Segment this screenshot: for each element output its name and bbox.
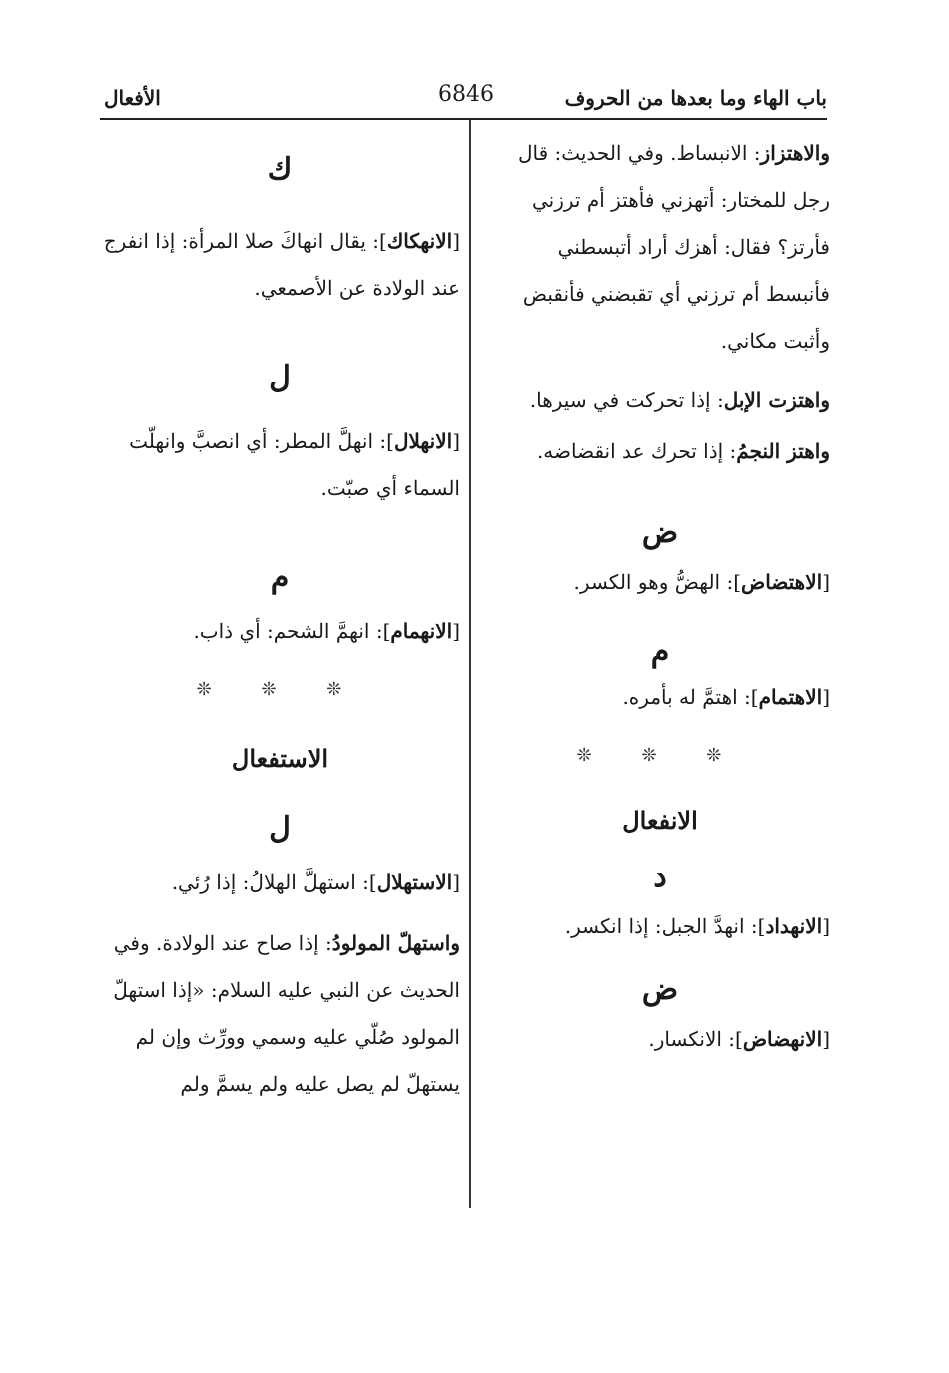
section-heading: الاستفعال xyxy=(231,744,329,773)
entry-ihtizaz xyxy=(490,130,830,365)
entry-text: : اهتمَّ له بأمره. xyxy=(622,685,751,709)
section-title: الأفعال xyxy=(104,86,161,110)
page-number: 6846 xyxy=(438,82,494,107)
entry-ihtimam: [الاهتمام]: اهتمَّ له بأمره. xyxy=(622,685,830,709)
entry-term: الاستهلال xyxy=(376,870,453,894)
entry-text: : الانبساط. وفي الحديث: قال رجل للمختار: أتهزني فأهتز أم ترزني فأرتز؟ فقال: أهزك أراد أتبسطني فأنبسط أم ترزني أي تقبضني فأنقبض وأثبت مكاني. xyxy=(517,141,830,353)
entry-text: : الهضُّ وهو الكسر. xyxy=(573,570,734,594)
letter-heading: ك xyxy=(267,152,293,187)
letter-heading: ض xyxy=(641,972,679,1007)
entry-term: الانهكاك xyxy=(386,229,453,253)
section-separator: ❊ ❊ ❊ xyxy=(196,679,364,700)
entry-term: والاهتزاز xyxy=(760,141,830,165)
entry-text: : الانكسار. xyxy=(648,1027,735,1051)
left-column xyxy=(100,130,460,1108)
entry-text: : يقال انهاكَ صلا المرأة: إذا انفرج عند الولادة عن الأصمعي. xyxy=(103,229,460,300)
column-divider xyxy=(469,120,471,1208)
entry-text: : انهلَّ المطر: أي انصبَّ وانهلّت السماء أي صبّت. xyxy=(129,429,460,500)
entry-term: الانهداد xyxy=(765,914,823,938)
entry-inhidad2: [الانهضاض]: الانكسار. xyxy=(648,1027,830,1051)
entry-inhikak: [الانهكاك]: يقال انهاكَ صلا المرأة: إذا انفرج عند الولادة عن الأصمعي. xyxy=(103,229,460,300)
entry-term: واستهلّ المولودُ xyxy=(331,931,460,955)
entry-ibil xyxy=(490,377,830,424)
section-separator: ❊ ❊ ❊ xyxy=(576,745,744,766)
right-column xyxy=(490,130,830,1063)
entry-istihlal-mawlud xyxy=(100,920,460,1108)
page-header xyxy=(100,82,827,120)
entry-term: الاهتمام xyxy=(758,685,823,709)
entry-text: : إذا تحرك عد انقضاضه. xyxy=(536,439,737,463)
letter-heading: ل xyxy=(269,811,291,846)
entry-text: : استهلَّ الهلالُ: إذا رُئي. xyxy=(171,870,369,894)
entry-term: الانهلال xyxy=(393,429,453,453)
entry-term: واهتزت الإبل xyxy=(723,388,830,412)
entry-ihtidad: [الاهتضاض]: الهضُّ وهو الكسر. xyxy=(573,570,830,594)
entry-term: الانهمام xyxy=(390,619,453,643)
entry-inhilal: [الانهلال]: انهلَّ المطر: أي انصبَّ وانهلّت السماء أي صبّت. xyxy=(129,429,460,500)
entry-text: : إذا تحركت في سيرها. xyxy=(529,388,724,412)
entry-text: : إذا صاح عند الولادة. وفي الحديث عن النبي عليه السلام: «إذا استهلّ المولود صُلّي عليه وسمي وورِّث وإن لم يستهلّ لم يصل عليه ولم يسمَّ ولم xyxy=(113,931,460,1096)
letter-heading: د xyxy=(653,859,667,894)
entry-term: الانهضاض xyxy=(742,1027,823,1051)
letter-heading: ل xyxy=(269,360,291,395)
entry-text: : انهدَّ الجبل: إذا انكسر. xyxy=(564,914,758,938)
entry-text: : انهمَّ الشحم: أي ذاب. xyxy=(193,619,383,643)
entry-inhimam: [الانهمام]: انهمَّ الشحم: أي ذاب. xyxy=(193,619,460,643)
entry-istihlal: [الاستهلال]: استهلَّ الهلالُ: إذا رُئي. xyxy=(171,870,460,894)
letter-heading: م xyxy=(270,560,290,595)
entry-term: واهتز النجمُ xyxy=(736,439,830,463)
section-heading: الانفعال xyxy=(622,806,698,835)
entry-inhidad: [الانهداد]: انهدَّ الجبل: إذا انكسر. xyxy=(564,914,830,938)
entry-term: الاهتضاض xyxy=(741,570,823,594)
entry-najm xyxy=(490,428,830,475)
letter-heading: م xyxy=(650,634,670,669)
letter-heading: ض xyxy=(641,515,679,550)
chapter-title: باب الهاء وما بعدها من الحروف xyxy=(564,86,827,110)
